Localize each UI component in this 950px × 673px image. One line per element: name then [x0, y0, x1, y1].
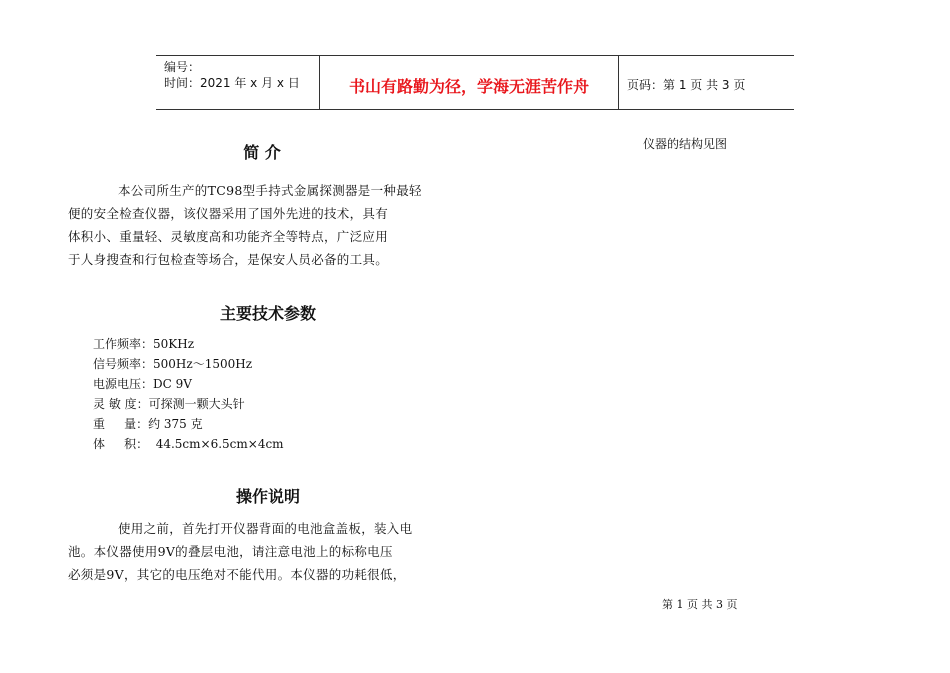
operation-title: 操作说明 [235, 487, 300, 506]
spec-item: 电源电压：DC 9V [93, 377, 192, 391]
operation-line: 必须是9V，其它的电压绝对不能代用。本仪器的功耗很低， [68, 567, 406, 582]
header-motto-cell [320, 56, 619, 109]
intro-title: 简 介 [243, 143, 281, 162]
spec-item: 工作频率：50KHz [93, 337, 195, 351]
spec-item: 体 积： 44.5cm×6.5cm×4cm [93, 437, 284, 451]
operation-paragraph [68, 517, 445, 586]
operation-line: 使用之前，首先打开仪器背面的电池盒盖板，装入电 [118, 521, 413, 536]
specs-title: 主要技术参数 [219, 304, 316, 323]
operation-line: 池。本仪器使用9V的叠层电池，请注意电池上的标称电压 [68, 544, 393, 559]
intro-line: 体积小、重量轻、灵敏度高和功能齐全等特点，广泛应用 [68, 229, 389, 244]
header-page-info: 页码：第 1 页 共 3 页 [627, 78, 746, 92]
main-content [68, 140, 445, 586]
intro-paragraph [68, 179, 445, 271]
page-footer: 第 1 页 共 3 页 [662, 598, 738, 611]
intro-line: 便的安全检查仪器，该仪器采用了国外先进的技术，具有 [68, 206, 389, 221]
header-meta-cell [156, 56, 320, 109]
header-motto: 书山有路勤为径，学海无涯苦作舟 [348, 77, 589, 96]
spec-list [93, 334, 445, 454]
structure-figure-note: 仪器的结构见图 [643, 137, 728, 151]
intro-line: 于人身搜查和行包检查等场合，是保安人员必备的工具。 [68, 252, 389, 267]
header-page-cell [619, 56, 794, 109]
spec-item: 重 量：约 375 克 [93, 417, 203, 431]
spec-item: 信号频率：500Hz～1500Hz [93, 357, 253, 371]
intro-line: 本公司所生产的TC98型手持式金属探测器是一种最轻 [118, 183, 422, 198]
document-time-label: 时间：2021 年 x 月 x 日 [164, 76, 300, 90]
document-number-label: 编号： [164, 60, 201, 74]
spec-item: 灵 敏 度：可探测一颗大头针 [93, 397, 245, 411]
page-header [156, 55, 794, 110]
